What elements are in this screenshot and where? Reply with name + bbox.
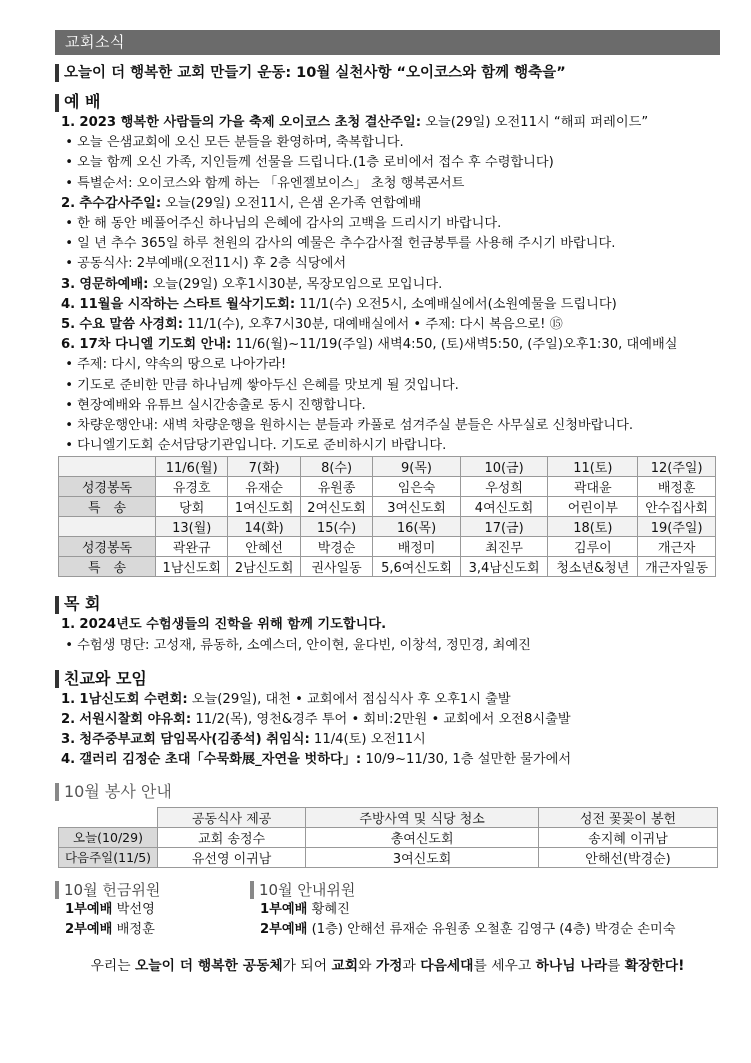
service-header: 주방사역 및 식당 청소	[306, 807, 539, 827]
schedule-cell: 4여신도회	[460, 497, 548, 517]
worship-bullet: • 오늘 은샘교회에 오신 모든 분들을 환영하며, 축복합니다.	[61, 135, 404, 151]
schedule-blank-cell	[59, 457, 156, 477]
item-title: 2024년도 수험생들의 진학을 위해 함께 기도합니다.	[79, 617, 387, 633]
schedule-day: 18(토)	[548, 517, 638, 537]
section-marker	[250, 881, 254, 899]
worship-title	[55, 91, 720, 113]
item-title: 17차 다니엘 기도회 안내:	[79, 337, 232, 353]
service-cell: 교회 송정수	[158, 827, 306, 847]
schedule-row-label: 성경봉독	[59, 537, 156, 557]
schedule-day: 9(목)	[373, 457, 461, 477]
slogan-emphasis: 하나님 나라	[535, 957, 608, 974]
pastoral-item	[55, 615, 720, 635]
bullet-text: 공동식사: 2부예배(오전11시) 후 2층 식당에서	[77, 256, 347, 272]
service-row-label: 다음주일(11/5)	[59, 847, 158, 867]
slogan-emphasis: 가정	[375, 957, 403, 974]
item-number: 3.	[61, 732, 76, 748]
church-slogan	[55, 954, 720, 974]
slogan-emphasis: 다음세대	[420, 957, 474, 974]
service-row-label: 오늘(10/29)	[59, 827, 158, 847]
item-number: 5.	[61, 317, 76, 333]
bullet-text: 일 년 추수 365일 하루 천원의 감사의 예물은 추수감사절 헌금봉투를 사용해 주시기 바랍니다.	[77, 236, 616, 252]
section-marker	[55, 94, 59, 112]
usher-title-text: 10월 안내위원	[259, 880, 356, 899]
offering-row	[55, 900, 250, 920]
worship-bullet: • 다니엘기도회 순서담당기관입니다. 기도로 준비하시기 바랍니다.	[61, 438, 447, 454]
worship-bullet: • 현장예배와 유튜브 실시간송출로 동시 진행합니다.	[61, 397, 366, 413]
slogan-emphasis: 오늘이 더 행복한 공동체	[134, 957, 283, 974]
role-label: 2부예배	[65, 921, 113, 937]
item-title: 갤러리 김정순 초대「수묵화展_자연을 벗하다」:	[79, 752, 362, 768]
item-title: 2023 행복한 사람들의 가을 축제 오이코스 초청 결산주일:	[79, 115, 422, 130]
schedule-cell: 최진무	[460, 537, 548, 557]
service-cell: 3여신도회	[306, 847, 539, 867]
role-names: 황혜진	[307, 901, 350, 917]
bullet-text: 오늘 함께 오신 가족, 지인들께 선물을 드립니다.(1층 로비에서 접수 후 수령합니다)	[77, 155, 554, 171]
schedule-cell: 청소년&청년	[548, 557, 638, 577]
service-cell: 송지혜 이귀남	[539, 827, 718, 847]
schedule-cell: 곽대윤	[548, 477, 638, 497]
item-title: 11월을 시작하는 스타트 월삭기도회:	[79, 296, 296, 312]
schedule-header-row	[59, 517, 716, 537]
usher-title	[250, 880, 720, 900]
worship-bullet: • 특별순서: 오이코스와 함께 하는 「유엔젤보이스」 초청 행복콘서트	[61, 175, 465, 191]
fellowship-item	[55, 690, 720, 710]
usher-column	[250, 880, 720, 940]
schedule-row-label: 특 송	[59, 557, 156, 577]
fellowship-list	[55, 690, 720, 771]
bullet-text: 한 해 동안 베풀어주신 하나님의 은혜에 감사의 고백을 드리시기 바랍니다.	[77, 216, 502, 232]
fellowship-item	[55, 750, 720, 770]
worship-bullet: • 한 해 동안 베풀어주신 하나님의 은혜에 감사의 고백을 드리시기 바랍니다.	[61, 216, 502, 232]
schedule-day: 8(수)	[300, 457, 372, 477]
fellowship-item	[55, 730, 720, 750]
bullet-text: 다니엘기도회 순서담당기관입니다. 기도로 준비하시기 바랍니다.	[77, 438, 447, 454]
slogan-part: 과	[402, 957, 421, 974]
schedule-cell: 박경순	[300, 537, 372, 557]
offering-title	[55, 880, 250, 900]
schedule-reading-row	[59, 537, 716, 557]
service-title-text: 10월 봉사 안내	[64, 781, 172, 801]
slogan-part: 를 세우고	[473, 957, 536, 974]
role-label: 1부예배	[260, 901, 308, 917]
section-marker	[55, 670, 59, 688]
schedule-row-label: 성경봉독	[59, 477, 156, 497]
pastoral-title	[55, 593, 720, 615]
worship-bullet: • 오늘 함께 오신 가족, 지인들께 선물을 드립니다.(1층 로비에서 접수 후 수령합니다)	[61, 155, 554, 171]
item-detail: 오늘(29일) 오전11시 “해피 퍼레이드”	[421, 115, 649, 130]
section-marker	[55, 881, 59, 899]
service-table	[58, 807, 718, 868]
schedule-day: 11/6(월)	[156, 457, 228, 477]
schedule-cell: 곽완규	[156, 537, 228, 557]
offering-title-text: 10월 헌금위원	[64, 880, 161, 899]
item-title: 영문하예배:	[79, 276, 149, 292]
worship-bullet: • 일 년 추수 365일 하루 천원의 감사의 예물은 추수감사절 헌금봉투를 사용해 주시기 바랍니다.	[61, 236, 616, 252]
item-number: 1.	[61, 115, 76, 130]
worship-bullet: • 기도로 준비한 만큼 하나님께 쌓아두신 은혜를 맛보게 될 것입니다.	[61, 377, 459, 393]
worship-item	[55, 295, 720, 315]
section-marker	[55, 596, 59, 614]
worship-title-text: 예 배	[64, 92, 101, 111]
schedule-blank-cell	[59, 517, 156, 537]
worship-bullet: • 차량운행안내: 새벽 차량운행을 원하시는 분들과 카풀로 섬겨주실 분들은 사무실로 신청바랍니다.	[61, 418, 634, 434]
bullet-text: 현장예배와 유튜브 실시간송출로 동시 진행합니다.	[77, 397, 366, 413]
role-label: 1부예배	[65, 901, 113, 917]
item-number: 2.	[61, 712, 76, 728]
schedule-cell: 3,4남신도회	[460, 557, 548, 577]
section-banner: 교회소식	[55, 30, 720, 55]
slogan-part: 와	[358, 957, 376, 974]
pastoral-title-text: 목 회	[64, 594, 101, 614]
schedule-cell: 안수집사회	[638, 497, 716, 517]
schedule-song-row	[59, 557, 716, 577]
item-title: 서원시찰회 야유회:	[79, 712, 192, 728]
item-detail: 11/2(목), 영천&경주 투어 • 회비:2만원 • 교회에서 오전8시출발	[191, 712, 571, 728]
schedule-cell: 5,6여신도회	[373, 557, 461, 577]
schedule-day: 11(토)	[548, 457, 638, 477]
slogan-part: 가 되어	[282, 957, 332, 974]
schedule-day: 12(주일)	[638, 457, 716, 477]
bullet-text: 주제: 다시, 약속의 땅으로 나아가라!	[77, 357, 287, 373]
section-marker	[55, 783, 59, 801]
schedule-day: 19(주일)	[638, 517, 716, 537]
bullet-text: 특별순서: 오이코스와 함께 하는 「유엔젤보이스」 초청 행복콘서트	[77, 175, 465, 191]
slogan-emphasis: 교회	[331, 957, 359, 974]
item-detail: 11/6(월)~11/19(주일) 새벽4:50, (토)새벽5:50, (주일)오후1:30, 대예배실	[231, 337, 678, 353]
role-label: 2부예배	[260, 921, 308, 937]
usher-row	[250, 920, 720, 940]
service-row	[59, 827, 718, 847]
item-detail: 오늘(29일) 오전11시, 은샘 온가족 연합예배	[161, 195, 422, 211]
service-cell: 유선영 이귀남	[158, 847, 306, 867]
schedule-header-row	[59, 457, 716, 477]
item-number: 4.	[61, 752, 76, 768]
worship-item	[55, 113, 720, 133]
headline	[55, 63, 720, 83]
item-title: 1남신도회 수련회:	[79, 691, 188, 707]
service-blank-cell	[59, 807, 158, 827]
schedule-day: 16(목)	[373, 517, 461, 537]
headline-text: 오늘이 더 행복한 교회 만들기 운동: 10월 실천사항 “오이코스와 함께 행축을”	[64, 65, 566, 81]
schedule-cell: 유원종	[300, 477, 372, 497]
schedule-cell: 2여신도회	[300, 497, 372, 517]
schedule-cell: 임은숙	[373, 477, 461, 497]
bullet-text: 수험생 명단: 고성재, 류동하, 소예스더, 안이현, 윤다빈, 이창석, 정민경, 최예진	[77, 637, 531, 653]
item-title: 추수감사주일:	[79, 195, 162, 211]
item-detail: 오늘(29일) 오후1시30분, 목장모임으로 모입니다.	[148, 276, 443, 292]
worship-item	[55, 315, 720, 335]
worship-item	[55, 275, 720, 295]
bullet-text: 차량운행안내: 새벽 차량운행을 원하시는 분들과 카풀로 섬겨주실 분들은 사무실로 신청바랍니다.	[77, 418, 634, 434]
pastoral-bullet: • 수험생 명단: 고성재, 류동하, 소예스더, 안이현, 윤다빈, 이창석, 정민경, 최예진	[61, 637, 531, 653]
service-header-row	[59, 807, 718, 827]
slogan-emphasis: 확장한다!	[624, 957, 685, 974]
slogan-part: 를	[607, 957, 625, 974]
service-title	[55, 781, 720, 803]
item-number: 2.	[61, 195, 76, 211]
item-title: 청주중부교회 담임목사(김종석) 취임식:	[79, 732, 310, 748]
schedule-cell: 안혜선	[228, 537, 300, 557]
schedule-cell: 우성희	[460, 477, 548, 497]
schedule-cell: 개근자	[638, 537, 716, 557]
schedule-day: 15(수)	[300, 517, 372, 537]
news-page	[55, 30, 720, 974]
schedule-reading-row	[59, 477, 716, 497]
item-number: 3.	[61, 276, 76, 292]
schedule-cell: 유재순	[228, 477, 300, 497]
usher-row	[250, 900, 720, 920]
item-number: 6.	[61, 337, 76, 353]
schedule-day: 10(금)	[460, 457, 548, 477]
schedule-song-row	[59, 497, 716, 517]
bullet-text: 기도로 준비한 만큼 하나님께 쌓아두신 은혜를 맛보게 될 것입니다.	[77, 377, 459, 393]
fellowship-title	[55, 668, 720, 690]
fellowship-title-text: 친교와 모임	[64, 668, 147, 688]
item-title: 수요 말씀 사경회:	[79, 317, 184, 333]
schedule-cell: 어린이부	[548, 497, 638, 517]
daniel-schedule-table	[58, 456, 716, 577]
schedule-day: 17(금)	[460, 517, 548, 537]
worship-bullet: • 주제: 다시, 약속의 땅으로 나아가라!	[61, 357, 287, 373]
schedule-cell: 2남신도회	[228, 557, 300, 577]
fellowship-item	[55, 710, 720, 730]
section-marker	[55, 64, 59, 82]
item-detail: 11/1(수), 오후7시30분, 대예배실에서 • 주제: 다시 복음으로! ⑮	[183, 317, 563, 333]
schedule-cell: 3여신도회	[373, 497, 461, 517]
schedule-day: 13(월)	[156, 517, 228, 537]
schedule-row-label: 특 송	[59, 497, 156, 517]
offering-column	[55, 880, 250, 940]
service-header: 공동식사 제공	[158, 807, 306, 827]
schedule-cell: 배정미	[373, 537, 461, 557]
schedule-cell: 당회	[156, 497, 228, 517]
service-header: 성전 꽃꽂이 봉헌	[539, 807, 718, 827]
service-row	[59, 847, 718, 867]
schedule-cell: 권사일동	[300, 557, 372, 577]
schedule-cell: 유경호	[156, 477, 228, 497]
role-names: 박선영	[112, 901, 155, 917]
schedule-day: 14(화)	[228, 517, 300, 537]
item-number: 1.	[61, 691, 76, 707]
role-names: 배정훈	[112, 921, 155, 937]
schedule-day: 7(화)	[228, 457, 300, 477]
item-detail: 10/9~11/30, 1층 설만한 물가에서	[361, 752, 572, 768]
service-cell: 총여신도회	[306, 827, 539, 847]
service-cell: 안해선(박경순)	[539, 847, 718, 867]
item-number: 4.	[61, 296, 76, 312]
schedule-cell: 김루이	[548, 537, 638, 557]
offering-row	[55, 920, 250, 940]
worship-item	[55, 335, 720, 355]
role-names: (1층) 안해선 류재순 유원종 오철훈 김영구 (4층) 박경순 손미숙	[307, 921, 676, 937]
item-number: 1.	[61, 617, 76, 633]
item-detail: 11/4(토) 오전11시	[309, 732, 426, 748]
worship-list	[55, 113, 720, 456]
schedule-cell: 1남신도회	[156, 557, 228, 577]
schedule-cell: 1여신도회	[228, 497, 300, 517]
item-detail: 오늘(29일), 대천 • 교회에서 점심식사 후 오후1시 출발	[187, 691, 511, 707]
worship-item	[55, 194, 720, 214]
bullet-text: 오늘 은샘교회에 오신 모든 분들을 환영하며, 축복합니다.	[77, 135, 404, 151]
schedule-cell: 개근자일동	[638, 557, 716, 577]
item-detail: 11/1(수) 오전5시, 소예배실에서(소원예물을 드립니다)	[295, 296, 617, 312]
committee-columns	[55, 880, 720, 940]
slogan-part: 우리는	[90, 957, 135, 974]
worship-bullet: • 공동식사: 2부예배(오전11시) 후 2층 식당에서	[61, 256, 347, 272]
schedule-cell: 배정훈	[638, 477, 716, 497]
